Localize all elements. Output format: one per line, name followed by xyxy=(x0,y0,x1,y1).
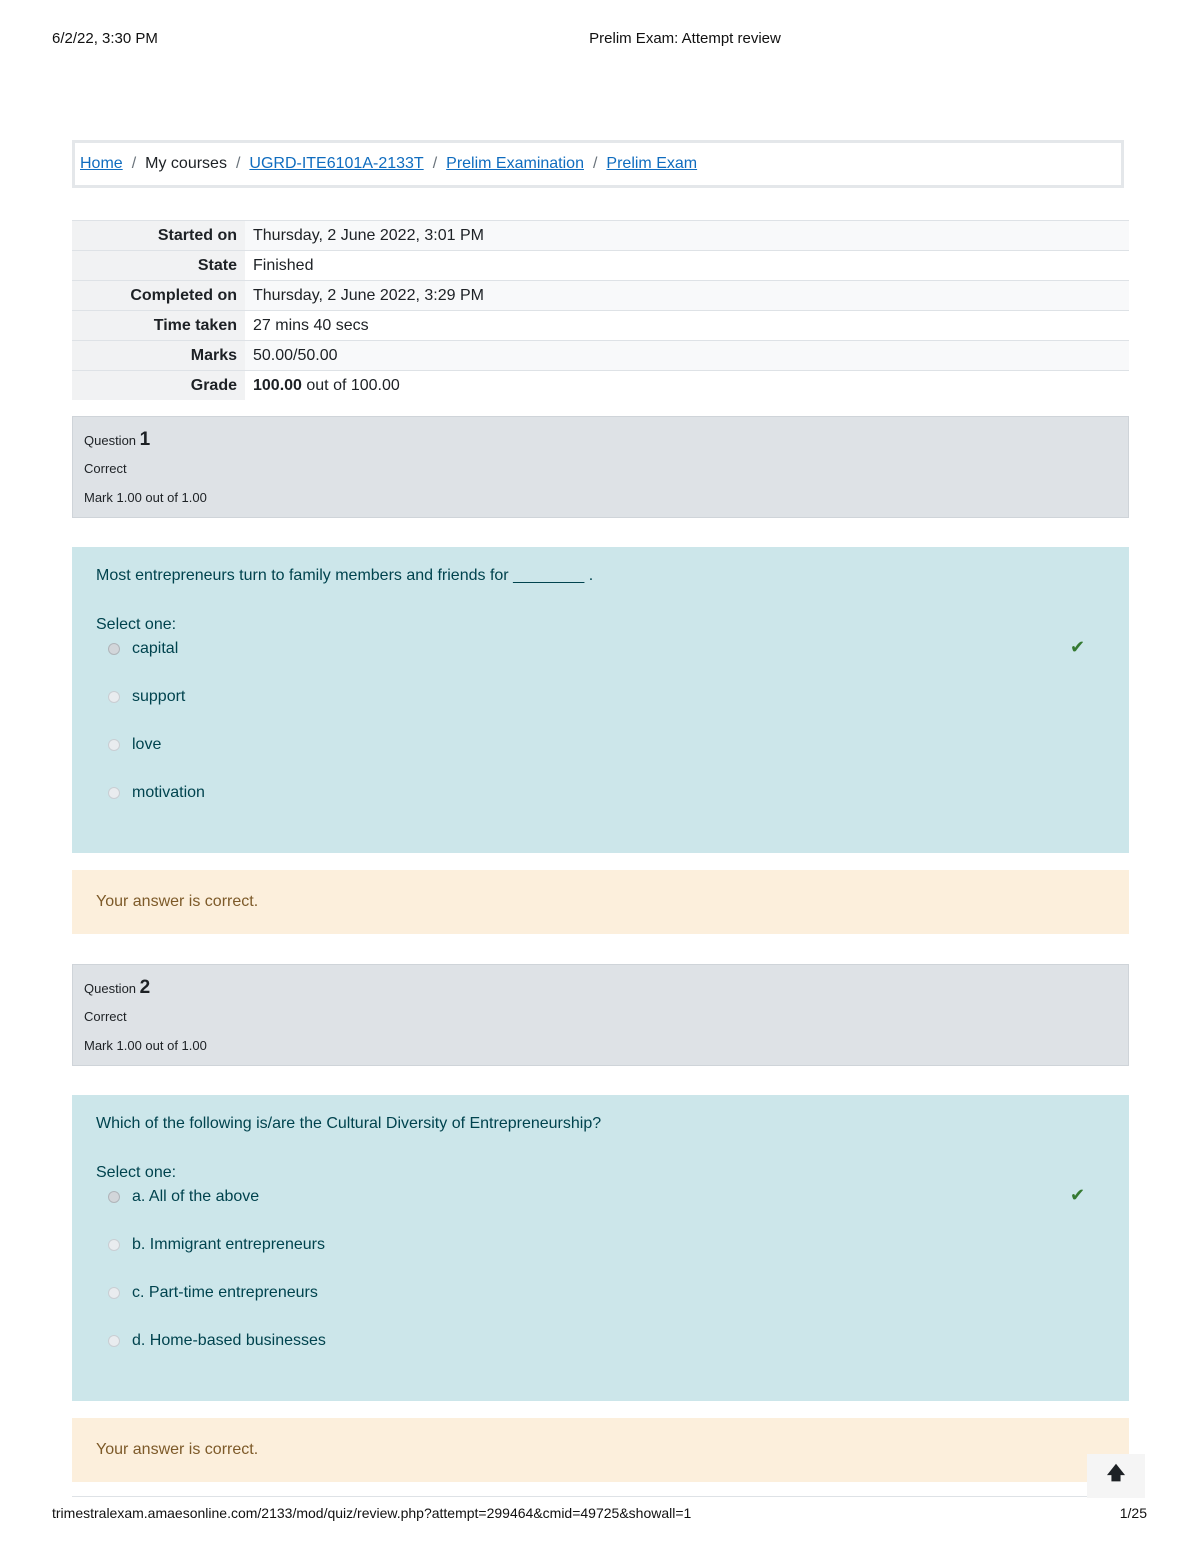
question-info xyxy=(72,964,1129,1066)
question-prompt: Most entrepreneurs turn to family members and friends for ________ . xyxy=(96,567,594,584)
answer-option[interactable] xyxy=(96,625,1105,673)
summary-value: 50.00/50.00 xyxy=(245,341,1129,371)
select-one-label: Select one: xyxy=(96,1164,177,1181)
summary-label: Started on xyxy=(72,221,245,251)
print-title: Prelim Exam: Attempt review xyxy=(589,30,781,47)
radio-button[interactable] xyxy=(108,787,120,799)
answer-label: a. All of the above xyxy=(132,1188,260,1205)
grade-score: 100.00 xyxy=(253,376,302,394)
summary-row xyxy=(72,221,1129,251)
breadcrumb-separator: / xyxy=(592,155,598,172)
question-label: Question xyxy=(84,981,137,996)
attempt-summary-table xyxy=(72,220,1129,400)
breadcrumb-separator: / xyxy=(131,155,137,172)
question-content xyxy=(72,547,1129,853)
page-number: 1/25 xyxy=(1119,1505,1147,1521)
answer-label: b. Immigrant entrepreneurs xyxy=(132,1236,325,1253)
summary-label: Grade xyxy=(72,371,245,401)
summary-row xyxy=(72,311,1129,341)
breadcrumb-separator: / xyxy=(432,155,438,172)
summary-label: Completed on xyxy=(72,281,245,311)
answer-label: motivation xyxy=(132,784,205,801)
check-icon: ✔ xyxy=(1070,637,1086,657)
radio-button[interactable] xyxy=(108,739,120,751)
question-number: 1 xyxy=(139,429,151,450)
summary-value: 27 mins 40 secs xyxy=(245,311,1129,341)
question-mark: Mark 1.00 out of 1.00 xyxy=(84,1038,207,1053)
print-url: trimestralexam.amaesonline.com/2133/mod/quiz/review.php?attempt=299464&cmid=49725&showall=1 xyxy=(52,1505,692,1521)
radio-button[interactable] xyxy=(108,1287,120,1299)
question-info xyxy=(72,416,1129,518)
summary-value: Thursday, 2 June 2022, 3:01 PM xyxy=(245,221,1129,251)
answer-option[interactable] xyxy=(96,1221,1105,1269)
answer-label: c. Part-time entrepreneurs xyxy=(132,1284,318,1301)
breadcrumb-quiz-link[interactable]: Prelim Exam xyxy=(606,155,698,172)
answer-feedback: Your answer is correct. xyxy=(72,870,1129,934)
radio-button[interactable] xyxy=(108,1239,120,1251)
answer-option[interactable] xyxy=(96,721,1105,769)
radio-button[interactable] xyxy=(108,1191,120,1203)
print-header xyxy=(0,30,1200,50)
breadcrumb-section-link[interactable]: Prelim Examination xyxy=(446,155,584,172)
question-prompt: Which of the following is/are the Cultural Diversity of Entrepreneurship? xyxy=(96,1115,602,1132)
answer-feedback: Your answer is correct. xyxy=(72,1418,1129,1482)
arrow-up-icon: 🡅 xyxy=(1106,1463,1126,1483)
print-date: 6/2/22, 3:30 PM xyxy=(52,30,158,47)
breadcrumb-my-courses: My courses xyxy=(145,155,227,172)
answer-label: love xyxy=(132,736,162,753)
summary-row xyxy=(72,281,1129,311)
radio-button[interactable] xyxy=(108,643,120,655)
print-footer xyxy=(0,1505,1200,1525)
question-number: 2 xyxy=(139,977,151,998)
question-content xyxy=(72,1095,1129,1401)
answer-label: d. Home-based businesses xyxy=(132,1332,326,1349)
grade-value xyxy=(245,371,1129,401)
breadcrumb-home-link[interactable]: Home xyxy=(80,155,123,172)
summary-value: Thursday, 2 June 2022, 3:29 PM xyxy=(245,281,1129,311)
question-label: Question xyxy=(84,433,137,448)
answer-option[interactable] xyxy=(96,1269,1105,1317)
back-to-top-button[interactable] xyxy=(1087,1454,1145,1498)
question-mark: Mark 1.00 out of 1.00 xyxy=(84,490,207,505)
answer-option[interactable] xyxy=(96,1173,1105,1221)
divider xyxy=(72,1496,1087,1497)
radio-button[interactable] xyxy=(108,691,120,703)
question-status: Correct xyxy=(84,461,127,476)
check-icon: ✔ xyxy=(1070,1185,1086,1205)
question-status: Correct xyxy=(84,1009,127,1024)
summary-label: Time taken xyxy=(72,311,245,341)
radio-button[interactable] xyxy=(108,1335,120,1347)
breadcrumb xyxy=(72,140,1124,188)
answer-label: capital xyxy=(132,640,179,657)
summary-value: Finished xyxy=(245,251,1129,281)
breadcrumb-course-link[interactable]: UGRD-ITE6101A-2133T xyxy=(249,155,424,172)
answer-option[interactable] xyxy=(96,673,1105,721)
summary-row-grade xyxy=(72,371,1129,401)
answer-label: support xyxy=(132,688,186,705)
summary-row xyxy=(72,251,1129,281)
breadcrumb-separator: / xyxy=(235,155,241,172)
summary-label: State xyxy=(72,251,245,281)
answer-option[interactable] xyxy=(96,1317,1105,1365)
summary-label: Marks xyxy=(72,341,245,371)
answer-option[interactable] xyxy=(96,769,1105,817)
summary-row xyxy=(72,341,1129,371)
select-one-label: Select one: xyxy=(96,616,177,633)
grade-out-of: out of 100.00 xyxy=(301,376,400,394)
